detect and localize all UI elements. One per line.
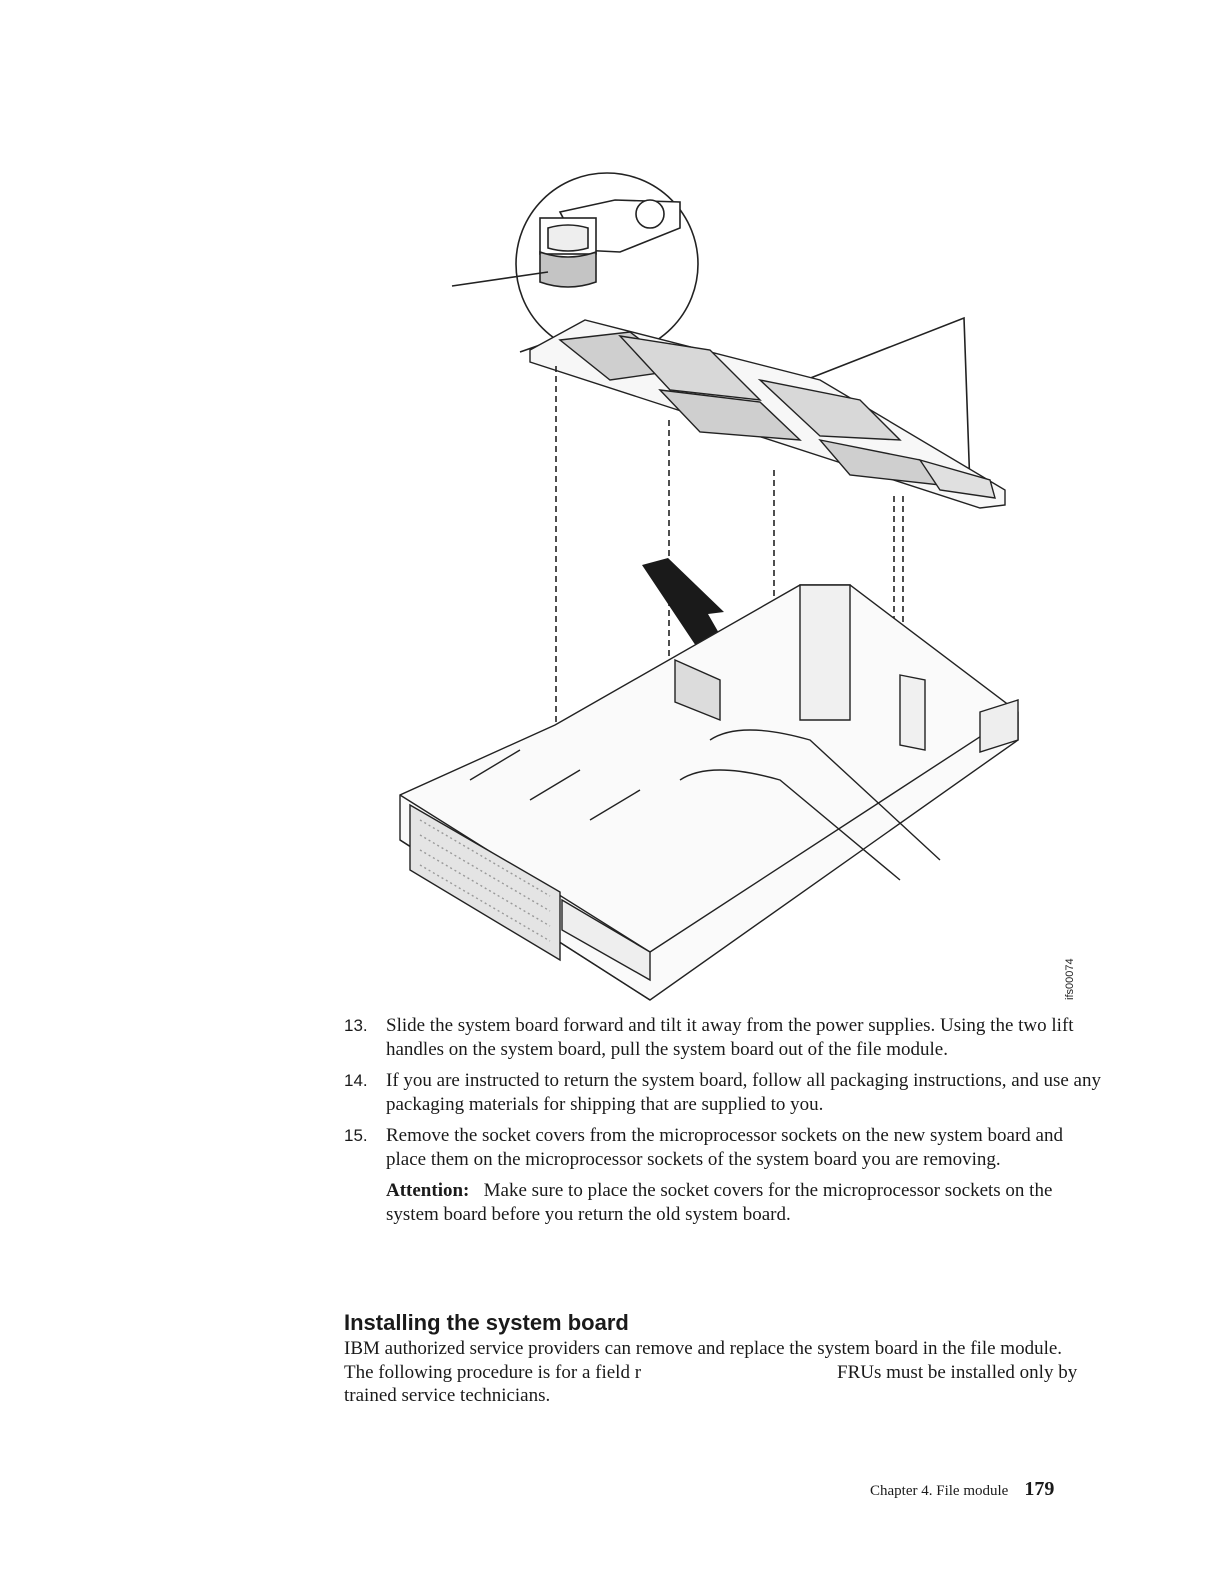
intro-text-part2: FRUs must be installed only by trained service technicians. [344, 1361, 1078, 1406]
step-text: Slide the system board forward and tilt it away from the power supplies. Using the two lift handles on the system board, pull the system board out of the file module. [386, 1015, 1074, 1060]
file-module-chassis [400, 585, 1018, 1000]
step-number: 14. [344, 1071, 368, 1090]
procedure-step [344, 1069, 1104, 1116]
section-intro [344, 1337, 1094, 1408]
intro-text-part1: IBM authorized service providers can remove and replace the system board in the file module. The following procedure is for a field r [344, 1338, 1063, 1383]
figure-id: ifs00074 [1064, 958, 1076, 1000]
procedure-step [344, 1124, 1104, 1226]
step-number: 15. [344, 1126, 368, 1145]
step-number: 13. [344, 1016, 368, 1035]
system-board [530, 320, 1005, 508]
step-text: If you are instructed to return the system board, follow all packaging instructions, and use any packaging materials for shipping that are supplied to you. [386, 1070, 1101, 1115]
step-text: Remove the socket covers from the microprocessor sockets on the new system board and place them on the microprocessor sockets of the system board you are removing. [386, 1125, 1063, 1170]
attention-label: Attention: [386, 1180, 470, 1201]
attention-text: Make sure to place the socket covers for the microprocessor sockets on the system board before you return the old system board. [386, 1180, 1053, 1225]
chapter-label: Chapter 4. File module [870, 1483, 1009, 1499]
procedure-step [344, 1014, 1104, 1061]
page-footer [870, 1478, 1054, 1501]
attention-note [386, 1179, 1104, 1226]
section-title: Installing the system board [344, 1310, 629, 1335]
page-number: 179 [1024, 1478, 1055, 1500]
procedure-steps [344, 1014, 1104, 1234]
system-board-removal-figure [380, 140, 1100, 1010]
